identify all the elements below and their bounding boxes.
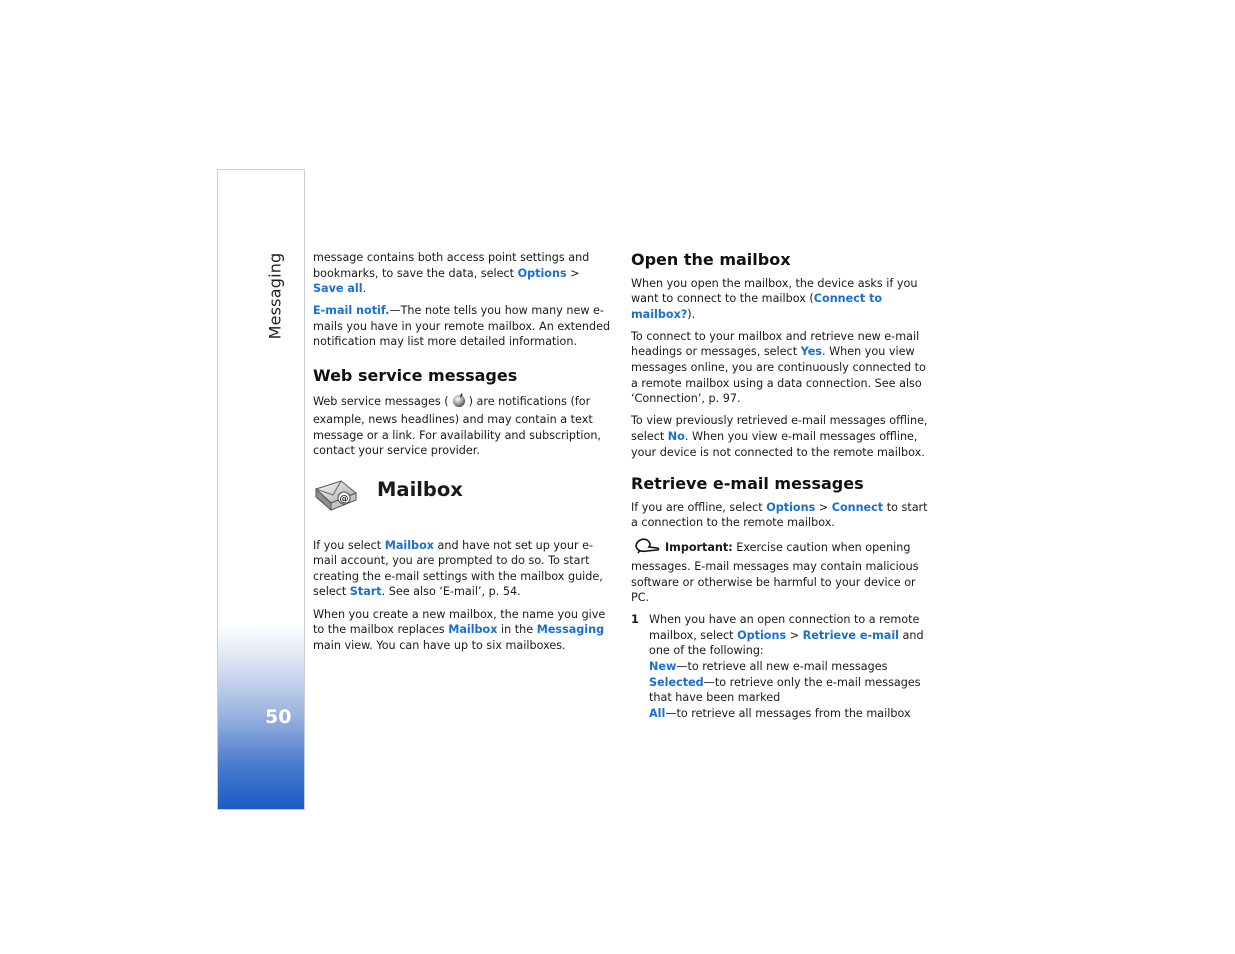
connect-to-mailbox-keyword: Connect to mailbox? [631,292,883,321]
options-keyword: Options [766,500,816,514]
intro-paragraph: message contains both access point settings and bookmarks, to save the data, select Options > Save all. [313,251,590,296]
left-column [313,250,613,660]
web-service-paragraph: Web service messages ( ) are notifications (for example, news headlines) and may contain a text message or a link. For availability and subscription, contact your service provider. [313,392,613,459]
option-all: All—to retrieve all messages from the mailbox [649,706,911,720]
mailbox-keyword: Mailbox [384,538,434,552]
step-1: 1 When you have an open connection to a remote mailbox, select Options > Retrieve e-mail and one of the following: New—to retrieve all new e-mail messages Selected—to retrieve only the e-mail messages that have been marked All—to retrieve all messages from the mailbox [631,612,933,721]
retrieve-email-keyword: Retrieve e-mail [802,628,899,642]
email-notif-paragraph: E-mail notif.—The note tells you how many new e-mails you have in your remote mailbox. An extended notification may list more detailed information. [313,304,611,349]
options-keyword: Options [517,266,567,280]
yes-keyword: Yes [800,345,822,359]
mailbox-envelope-icon [313,477,359,518]
option-new: New—to retrieve all new e-mail messages [649,660,888,674]
start-keyword: Start [349,585,382,599]
retrieve-heading: Retrieve e-mail messages [631,474,864,494]
open-mailbox-paragraph-2: To connect to your mailbox and retrieve new e-mail headings or messages, select Yes. When you view messages online, you are continuously connected to a remote mailbox using a data connection. See also ‘Connection’, p. 97. [631,329,926,406]
web-service-message-icon [451,392,467,413]
mailbox-keyword: Mailbox [448,623,498,637]
email-notif-keyword: E-mail notif. [313,304,390,318]
no-keyword: No [667,429,685,443]
option-selected: Selected—to retrieve only the e-mail messages that have been marked [649,675,921,705]
important-hand-icon [633,537,663,559]
important-label: Important: [665,541,733,555]
save-all-keyword: Save all [313,282,363,296]
mailbox-paragraph-1: If you select Mailbox and have not set up your e-mail account, you are prompted to do so. To start creating the e-mail settings with the mailbox guide, select Start. See also ‘E-mail’, p. 54. [313,538,603,599]
right-column [631,250,933,721]
options-keyword: Options [737,628,787,642]
mailbox-paragraph-2: When you create a new mailbox, the name you give to the mailbox replaces Mailbox in the Messaging main view. You can have up to six mailboxes. [313,607,606,652]
important-note: Important: Exercise caution when opening messages. E-mail messages may contain malicious software or otherwise be harmful to your device or PC. [631,537,933,605]
open-mailbox-heading: Open the mailbox [631,250,791,269]
mailbox-heading: Mailbox [377,478,463,502]
sidebar-tab [217,169,305,810]
step-number: 1 [631,613,639,627]
mailbox-heading-row [313,477,613,518]
connect-keyword: Connect [831,500,884,514]
messaging-keyword: Messaging [536,623,605,637]
retrieve-paragraph: If you are offline, select Options > Connect to start a connection to the remote mailbox. [631,500,928,530]
page-number: 50 [265,706,292,728]
open-mailbox-paragraph-1: When you open the mailbox, the device asks if you want to connect to the mailbox (Connect to mailbox?). [631,276,918,321]
section-label: Messaging [265,252,285,340]
open-mailbox-paragraph-3: To view previously retrieved e-mail messages offline, select No. When you view e-mail messages offline, your device is not connected to the remote mailbox. [631,414,928,459]
web-service-heading: Web service messages [313,366,518,386]
svg-text:@: @ [339,494,349,505]
